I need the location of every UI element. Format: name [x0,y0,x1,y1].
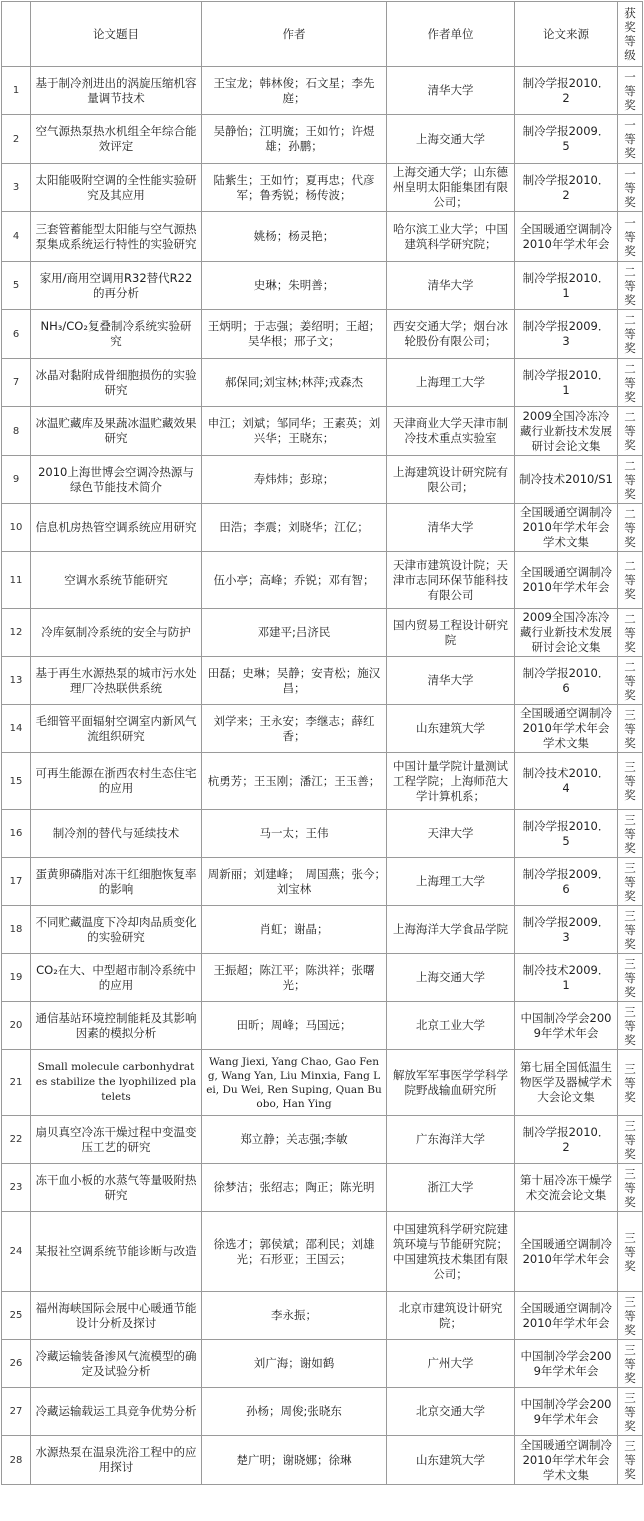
paper-authors: 刘学来；王永安；李继志；薛红香； [202,705,387,753]
table-row [2,1436,643,1485]
paper-authors: 郝保同;刘宝林;林萍;戎森杰 [202,359,387,407]
table-row [2,552,643,609]
table-row [2,1050,643,1116]
paper-authors: 伍小亭；高峰；乔锐；邓有智； [202,552,387,609]
author-affiliation: 上海交通大学；山东德州皇明太阳能集团有限公司； [387,164,515,212]
table-row [2,164,643,212]
paper-authors: 田浩；李震；刘晓华；江亿； [202,504,387,552]
row-number: 1 [2,67,31,115]
paper-title: 不同贮藏温度下冷却肉品质变化的实验研究 [31,906,202,954]
header-no [2,2,31,67]
paper-authors: 楚广明；谢晓娜；徐琳 [202,1436,387,1485]
header-affiliation: 作者单位 [387,2,515,67]
table-row [2,262,643,310]
author-affiliation: 解放军军事医学学科学院野战输血研究所 [387,1050,515,1116]
author-affiliation: 中国计量学院计量测试工程学院；上海师范大学计算机系； [387,753,515,810]
paper-title: 信息机房热管空调系统应用研究 [31,504,202,552]
table-row [2,810,643,858]
table-row [2,906,643,954]
paper-authors: 田磊；史琳；吴静；安青松；施汉昌； [202,657,387,705]
row-number: 12 [2,609,31,657]
row-number: 10 [2,504,31,552]
paper-title: 通信基站环境控制能耗及其影响因素的模拟分析 [31,1002,202,1050]
paper-title: 冰晶对黏附成骨细胞损伤的实验研究 [31,359,202,407]
table-row [2,1388,643,1436]
award-level: 三等奖 [618,1436,643,1485]
table-row [2,115,643,164]
table-row [2,1212,643,1292]
table-row [2,67,643,115]
row-number: 23 [2,1164,31,1212]
paper-source: 中国制冷学会2009年学术年会 [515,1340,618,1388]
paper-title: 冰温贮藏库及果蔬冰温贮藏效果研究 [31,407,202,456]
row-number: 6 [2,310,31,359]
author-affiliation: 广州大学 [387,1340,515,1388]
paper-source: 制冷学报2010．1 [515,262,618,310]
author-affiliation: 哈尔滨工业大学；中国建筑科学研究院； [387,212,515,262]
paper-title: 空调水系统节能研究 [31,552,202,609]
author-affiliation: 北京市建筑设计研究院； [387,1292,515,1340]
author-affiliation: 上海海洋大学食品学院 [387,906,515,954]
table-row [2,753,643,810]
paper-source: 制冷学报2010．2 [515,164,618,212]
paper-title: 2010上海世博会空调冷热源与绿色节能技术简介 [31,456,202,504]
paper-authors: 李永振； [202,1292,387,1340]
paper-source: 制冷学报2009．5 [515,115,618,164]
row-number: 3 [2,164,31,212]
paper-source: 全国暖通空调制冷2010年学术年会学术文集 [515,705,618,753]
header-title: 论文题目 [31,2,202,67]
paper-title: 扇贝真空冷冻干燥过程中变温变压工艺的研究 [31,1116,202,1164]
table-row [2,858,643,906]
table-row [2,359,643,407]
paper-authors: Wang Jiexi, Yang Chao, Gao Feng, Wang Yan, Liu Minxia, Fang Lei, Du Wei, Ren Suping, Quan Buobo, Han Ying [202,1050,387,1116]
paper-source: 制冷学报2010．5 [515,810,618,858]
table-row [2,657,643,705]
paper-source: 制冷学报2009．3 [515,310,618,359]
author-affiliation: 广东海洋大学 [387,1116,515,1164]
row-number: 4 [2,212,31,262]
paper-source: 全国暖通空调制冷2010年学术年会学术文集 [515,1436,618,1485]
paper-source: 制冷学报2009．3 [515,906,618,954]
award-level: 一等奖 [618,67,643,115]
paper-title: 某报社空调系统节能诊断与改造 [31,1212,202,1292]
award-level: 二等奖 [618,504,643,552]
row-number: 7 [2,359,31,407]
paper-source: 全国暖通空调制冷2010年学术年会 [515,1292,618,1340]
paper-title: 福州海峡国际会展中心暖通节能设计分析及探讨 [31,1292,202,1340]
paper-title: 太阳能吸附空调的全性能实验研究及其应用 [31,164,202,212]
paper-source: 中国制冷学会2009年学术年会 [515,1002,618,1050]
award-level: 三等奖 [618,1292,643,1340]
award-level: 二等奖 [618,407,643,456]
paper-title: 冻干血小板的水蒸气等量吸附热研究 [31,1164,202,1212]
paper-title: 毛细管平面辐射空调室内新风气流组织研究 [31,705,202,753]
header-source: 论文来源 [515,2,618,67]
award-level: 三等奖 [618,1116,643,1164]
row-number: 18 [2,906,31,954]
header-row [2,2,643,67]
paper-title: 制冷剂的替代与延续技术 [31,810,202,858]
paper-title: 家用/商用空调用R32替代R22的再分析 [31,262,202,310]
paper-source: 2009全国冷冻冷藏行业新技术发展研讨会论文集 [515,609,618,657]
row-number: 27 [2,1388,31,1436]
row-number: 21 [2,1050,31,1116]
table-row [2,1340,643,1388]
row-number: 14 [2,705,31,753]
author-affiliation: 西安交通大学；烟台冰轮股份有限公司； [387,310,515,359]
author-affiliation: 上海交通大学 [387,954,515,1002]
table-row [2,1116,643,1164]
header-award: 获奖等级 [618,2,643,67]
award-level: 三等奖 [618,705,643,753]
author-affiliation: 清华大学 [387,67,515,115]
table-row [2,1164,643,1212]
award-level: 三等奖 [618,1340,643,1388]
paper-title: 空气源热泵热水机组全年综合能效评定 [31,115,202,164]
row-number: 22 [2,1116,31,1164]
paper-authors: 肖虹；谢晶； [202,906,387,954]
row-number: 11 [2,552,31,609]
table-row [2,1292,643,1340]
row-number: 13 [2,657,31,705]
table-row [2,456,643,504]
paper-title: Small molecule carbonhydrates stabilize the lyophilized platelets [31,1050,202,1116]
award-level: 三等奖 [618,1164,643,1212]
table-row [2,407,643,456]
paper-source: 第十届冷冻干燥学术交流会论文集 [515,1164,618,1212]
row-number: 24 [2,1212,31,1292]
table-row [2,212,643,262]
paper-source: 制冷技术2010．4 [515,753,618,810]
paper-authors: 田昕；周峰；马国远； [202,1002,387,1050]
paper-title: 可再生能源在浙西农村生态住宅的应用 [31,753,202,810]
paper-source: 制冷学报2010．2 [515,1116,618,1164]
paper-authors: 史琳；朱明善； [202,262,387,310]
author-affiliation: 天津大学 [387,810,515,858]
paper-authors: 邓建平;吕济民 [202,609,387,657]
paper-authors: 王宝龙；韩林俊；石文星；李先庭； [202,67,387,115]
row-number: 28 [2,1436,31,1485]
author-affiliation: 天津商业大学天津市制冷技术重点实验室 [387,407,515,456]
paper-authors: 杭勇芳；王玉刚；潘江；王玉善； [202,753,387,810]
paper-source: 制冷技术2009．1 [515,954,618,1002]
paper-source: 2009全国冷冻冷藏行业新技术发展研讨会论文集 [515,407,618,456]
award-level: 三等奖 [618,858,643,906]
paper-title: 三套管蓄能型太阳能与空气源热泵集成系统运行特性的实验研究 [31,212,202,262]
paper-source: 制冷学报2010．1 [515,359,618,407]
award-level: 二等奖 [618,456,643,504]
paper-source: 第七届全国低温生物医学及器械学术大会论文集 [515,1050,618,1116]
award-level: 三等奖 [618,1050,643,1116]
author-affiliation: 上海理工大学 [387,359,515,407]
author-affiliation: 北京交通大学 [387,1388,515,1436]
author-affiliation: 上海建筑设计研究院有限公司； [387,456,515,504]
author-affiliation: 中国建筑科学研究院建筑环境与节能研究院；中国建筑技术集团有限公司； [387,1212,515,1292]
award-level: 二等奖 [618,609,643,657]
author-affiliation: 清华大学 [387,262,515,310]
paper-authors: 吴静怡；江明旒；王如竹；许煜雄；孙鹏； [202,115,387,164]
paper-source: 全国暖通空调制冷2010年学术年会 [515,552,618,609]
paper-title: 蛋黄卵磷脂对冻干红细胞恢复率的影响 [31,858,202,906]
paper-source: 全国暖通空调制冷2010年学术年会 [515,212,618,262]
paper-source: 全国暖通空调制冷2010年学术年会 [515,1212,618,1292]
award-level: 三等奖 [618,1212,643,1292]
author-affiliation: 清华大学 [387,657,515,705]
paper-title: 水源热泵在温泉洗浴工程中的应用探讨 [31,1436,202,1485]
paper-authors: 陆紫生；王如竹；夏再忠；代彦军；鲁秀锐；杨传波； [202,164,387,212]
author-affiliation: 山东建筑大学 [387,1436,515,1485]
paper-title: 基于再生水源热泵的城市污水处理厂冷热联供系统 [31,657,202,705]
paper-title: CO₂在大、中型超市制冷系统中的应用 [31,954,202,1002]
paper-title: 冷藏运输装备渗风气流模型的确定及试验分析 [31,1340,202,1388]
row-number: 16 [2,810,31,858]
paper-source: 制冷学报2010．2 [515,67,618,115]
paper-authors: 徐选才；郭侯斌；邵利民；刘雄光；石形亚；王国云； [202,1212,387,1292]
paper-authors: 刘广海；谢如鹤 [202,1340,387,1388]
row-number: 26 [2,1340,31,1388]
paper-authors: 王振超；陈江平；陈洪祥；张曙光； [202,954,387,1002]
award-level: 一等奖 [618,115,643,164]
author-affiliation: 上海交通大学 [387,115,515,164]
award-level: 三等奖 [618,810,643,858]
author-affiliation: 山东建筑大学 [387,705,515,753]
award-level: 三等奖 [618,753,643,810]
paper-authors: 姚杨；杨灵艳； [202,212,387,262]
paper-title: 基于制冷剂进出的涡旋压缩机容量调节技术 [31,67,202,115]
paper-source: 制冷技术2010/S1 [515,456,618,504]
row-number: 5 [2,262,31,310]
award-level: 三等奖 [618,906,643,954]
author-affiliation: 上海理工大学 [387,858,515,906]
award-level: 三等奖 [618,1002,643,1050]
paper-authors: 郑立静；关志强;李敏 [202,1116,387,1164]
paper-title: 冷藏运输载运工具竞争优势分析 [31,1388,202,1436]
paper-authors: 徐梦洁；张绍志；陶正；陈光明 [202,1164,387,1212]
award-level: 二等奖 [618,310,643,359]
row-number: 17 [2,858,31,906]
header-authors: 作者 [202,2,387,67]
row-number: 20 [2,1002,31,1050]
award-level: 二等奖 [618,552,643,609]
row-number: 2 [2,115,31,164]
row-number: 25 [2,1292,31,1340]
paper-authors: 马一太；王伟 [202,810,387,858]
paper-authors: 寿炜炜；彭琼； [202,456,387,504]
paper-source: 制冷学报2010．6 [515,657,618,705]
table-row [2,1002,643,1050]
row-number: 15 [2,753,31,810]
paper-source: 全国暖通空调制冷2010年学术年会学术文集 [515,504,618,552]
author-affiliation: 浙江大学 [387,1164,515,1212]
award-level: 一等奖 [618,212,643,262]
row-number: 19 [2,954,31,1002]
award-level: 二等奖 [618,262,643,310]
paper-authors: 孙杨；周俊;张晓东 [202,1388,387,1436]
awards-table [1,1,643,1485]
award-level: 三等奖 [618,954,643,1002]
table-row [2,504,643,552]
award-level: 三等奖 [618,1388,643,1436]
paper-source: 制冷学报2009．6 [515,858,618,906]
table-row [2,609,643,657]
award-level: 二等奖 [618,359,643,407]
award-level: 一等奖 [618,164,643,212]
author-affiliation: 国内贸易工程设计研究院 [387,609,515,657]
table-row [2,954,643,1002]
paper-authors: 申江；刘斌；邹同华；王素英；刘兴华；王晓东； [202,407,387,456]
author-affiliation: 清华大学 [387,504,515,552]
table-row [2,705,643,753]
paper-authors: 周新丽；刘建峰； 周国燕；张今； 刘宝林 [202,858,387,906]
paper-source: 中国制冷学会2009年学术年会 [515,1388,618,1436]
paper-title: NH₃/CO₂复叠制冷系统实验研究 [31,310,202,359]
paper-authors: 王炳明；于志强；姜绍明；王超；吴华根；邢子文； [202,310,387,359]
author-affiliation: 天津市建筑设计院；天津市志同环保节能科技有限公司 [387,552,515,609]
row-number: 9 [2,456,31,504]
table-row [2,310,643,359]
row-number: 8 [2,407,31,456]
author-affiliation: 北京工业大学 [387,1002,515,1050]
award-level: 二等奖 [618,657,643,705]
paper-title: 冷库氨制冷系统的安全与防护 [31,609,202,657]
